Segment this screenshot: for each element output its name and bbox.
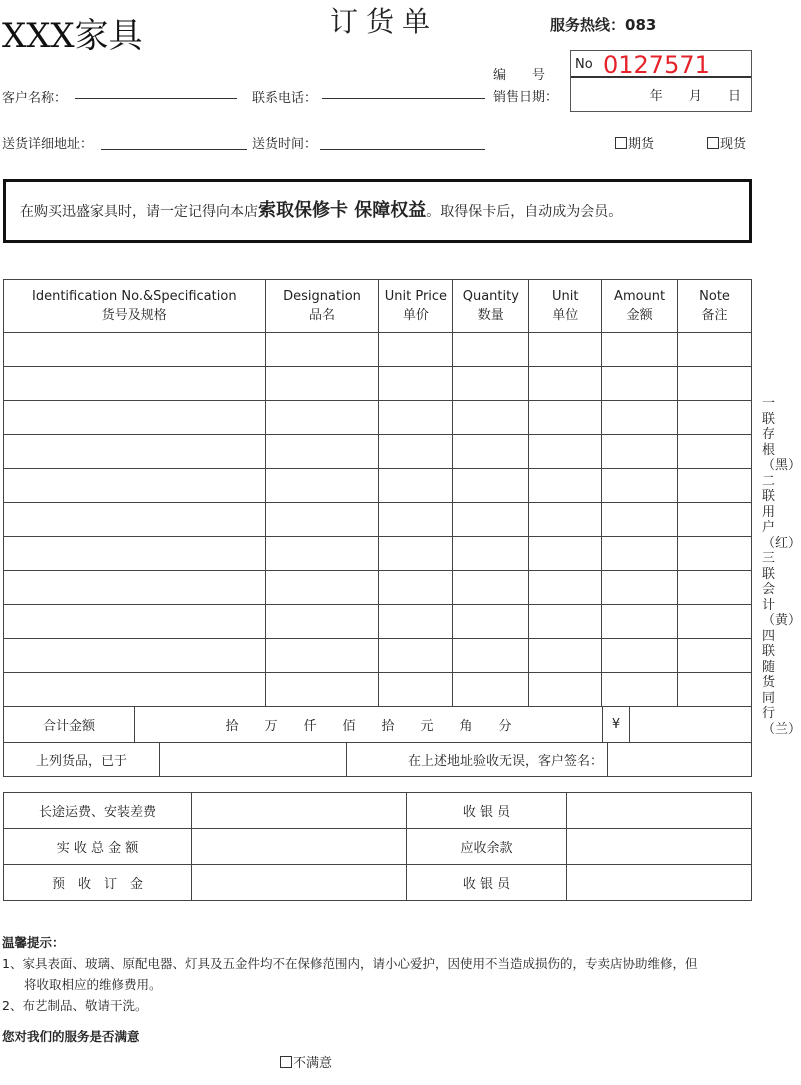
table-cell[interactable] xyxy=(529,503,602,537)
table-cell[interactable] xyxy=(453,537,529,571)
total-units[interactable]: 拾 万 仟 佰 拾 元 角 分 xyxy=(135,707,603,743)
table-cell[interactable] xyxy=(4,571,266,605)
table-cell[interactable] xyxy=(678,503,752,537)
table-cell[interactable] xyxy=(602,469,678,503)
table-cell[interactable] xyxy=(265,401,379,435)
table-cell[interactable] xyxy=(265,673,379,707)
table-cell[interactable] xyxy=(678,571,752,605)
table-cell[interactable] xyxy=(602,435,678,469)
futures-checkbox[interactable]: 期货 xyxy=(615,133,654,152)
serial-number: 0127571 xyxy=(603,51,710,79)
goods-date-field[interactable] xyxy=(160,743,347,777)
table-cell[interactable] xyxy=(4,673,266,707)
unsatisfied-checkbox[interactable]: 不满意 xyxy=(280,1052,332,1071)
table-cell[interactable] xyxy=(529,537,602,571)
col-designation: Designation 品名 xyxy=(265,280,379,333)
cashier-label: 收 银 员 xyxy=(407,793,567,829)
table-cell[interactable] xyxy=(602,333,678,367)
table-cell[interactable] xyxy=(453,401,529,435)
table-cell[interactable] xyxy=(4,639,266,673)
serial-label: 编 号 xyxy=(493,68,546,83)
table-cell[interactable] xyxy=(379,503,453,537)
long-distance-label: 长途运费、安装差费 xyxy=(4,793,192,829)
table-cell[interactable] xyxy=(4,469,266,503)
table-cell[interactable] xyxy=(379,571,453,605)
table-cell[interactable] xyxy=(4,503,266,537)
tips xyxy=(2,932,697,1047)
table-row xyxy=(4,367,752,401)
sign-label: 在上述地址验收无误，客户签名： xyxy=(347,743,608,777)
table-cell[interactable] xyxy=(379,639,453,673)
long-distance-field[interactable] xyxy=(192,793,407,829)
table-cell[interactable] xyxy=(379,537,453,571)
table-cell[interactable] xyxy=(678,639,752,673)
table-cell[interactable] xyxy=(265,503,379,537)
table-cell[interactable] xyxy=(379,469,453,503)
order-table xyxy=(3,279,752,707)
col-amount: Amount 金额 xyxy=(602,280,678,333)
table-cell[interactable] xyxy=(265,469,379,503)
page-title: 订货单 xyxy=(330,5,439,38)
table-cell[interactable] xyxy=(529,639,602,673)
receipt-table xyxy=(3,742,752,777)
table-cell[interactable] xyxy=(379,401,453,435)
table-cell[interactable] xyxy=(678,333,752,367)
tips-title: 温馨提示： xyxy=(2,935,65,950)
table-cell[interactable] xyxy=(379,367,453,401)
table-row xyxy=(4,401,752,435)
table-cell[interactable] xyxy=(379,673,453,707)
hotline: 服务热线：083 xyxy=(550,16,657,34)
table-row xyxy=(4,605,752,639)
table-row xyxy=(4,435,752,469)
table-header xyxy=(4,280,752,333)
table-cell[interactable] xyxy=(678,435,752,469)
table-cell[interactable] xyxy=(453,333,529,367)
table-cell[interactable] xyxy=(529,605,602,639)
customer-name-label: 客户名称： xyxy=(2,91,68,106)
col-unit-price: Unit Price 单价 xyxy=(379,280,453,333)
table-cell[interactable] xyxy=(529,333,602,367)
date-label: 销售日期： xyxy=(493,90,559,105)
table-row xyxy=(4,571,752,605)
address-field[interactable] xyxy=(101,149,247,150)
signature-field[interactable] xyxy=(608,743,752,777)
delivery-time-field[interactable] xyxy=(320,149,485,150)
table-cell[interactable] xyxy=(265,639,379,673)
date-field[interactable]: 年 月 日 xyxy=(649,89,741,104)
table-cell[interactable] xyxy=(602,537,678,571)
table-cell[interactable] xyxy=(602,367,678,401)
table-cell[interactable] xyxy=(678,673,752,707)
table-cell[interactable] xyxy=(4,537,266,571)
table-cell[interactable] xyxy=(529,401,602,435)
receivable-label: 应收余款 xyxy=(407,829,567,865)
table-cell[interactable] xyxy=(678,367,752,401)
col-quantity: Quantity 数量 xyxy=(453,280,529,333)
table-cell[interactable] xyxy=(678,469,752,503)
total-label: 合计金额 xyxy=(4,707,135,743)
table-cell[interactable] xyxy=(453,469,529,503)
cashier2-label: 收 银 员 xyxy=(407,865,567,901)
table-cell[interactable] xyxy=(4,333,266,367)
table-cell[interactable] xyxy=(602,639,678,673)
table-cell[interactable] xyxy=(529,367,602,401)
tip-1: 1、家具表面、玻璃、原配电器、灯具及五金件均不在保修范围内，请小心爱护，因使用不当造成损伤的，专卖店协助维修，但 xyxy=(2,956,698,971)
table-cell[interactable] xyxy=(379,333,453,367)
col-spec: Identification No.&Specification 货号及规格 xyxy=(4,280,266,333)
table-cell[interactable] xyxy=(602,571,678,605)
table-cell[interactable] xyxy=(453,571,529,605)
total-table xyxy=(3,706,752,743)
table-cell[interactable] xyxy=(453,503,529,537)
serial-prefix: No xyxy=(575,57,593,72)
table-cell[interactable] xyxy=(265,435,379,469)
table-cell[interactable] xyxy=(453,639,529,673)
table-cell[interactable] xyxy=(265,605,379,639)
table-cell[interactable] xyxy=(678,537,752,571)
phone-field[interactable] xyxy=(322,98,485,99)
customer-name-field[interactable] xyxy=(75,98,237,99)
tip-1b: 将收取相应的维修费用。 xyxy=(24,977,162,992)
goods-label: 上列货品，已于 xyxy=(4,743,160,777)
received-field[interactable] xyxy=(192,829,407,865)
tip-2: 2、布艺制品、敬请干洗。 xyxy=(2,998,148,1013)
address-label: 送货详细地址： xyxy=(2,137,94,152)
serial-box xyxy=(570,50,752,112)
table-cell[interactable] xyxy=(602,605,678,639)
table-row xyxy=(4,333,752,367)
fees-table xyxy=(3,792,752,901)
table-cell[interactable] xyxy=(453,367,529,401)
table-row xyxy=(4,673,752,707)
copy-note: 一联存根（黑）二联用户（红）三联会计（黄）四联随货同行（兰） xyxy=(762,396,801,737)
table-cell[interactable] xyxy=(678,605,752,639)
deposit-label: 预 收 订 金 xyxy=(4,865,192,901)
table-row xyxy=(4,639,752,673)
table-cell[interactable] xyxy=(529,673,602,707)
table-cell[interactable] xyxy=(602,401,678,435)
deposit-field[interactable] xyxy=(192,865,407,901)
table-cell[interactable] xyxy=(529,435,602,469)
warranty-banner: 在购买迅盛家具时，请一定记得向本店索取保修卡 保障权益。取得保卡后，自动成为会员。 xyxy=(3,179,752,243)
spot-checkbox[interactable]: 现货 xyxy=(707,133,746,152)
table-cell[interactable] xyxy=(602,503,678,537)
table-cell[interactable] xyxy=(602,673,678,707)
table-cell[interactable] xyxy=(529,571,602,605)
phone-label: 联系电话： xyxy=(252,91,318,106)
table-cell[interactable] xyxy=(453,673,529,707)
table-cell[interactable] xyxy=(379,605,453,639)
table-cell[interactable] xyxy=(265,537,379,571)
table-row xyxy=(4,503,752,537)
total-amount-field[interactable] xyxy=(630,707,752,743)
col-unit: Unit 单位 xyxy=(529,280,602,333)
receivable-field[interactable] xyxy=(567,829,752,865)
table-cell[interactable] xyxy=(678,401,752,435)
table-row xyxy=(4,537,752,571)
table-cell[interactable] xyxy=(4,605,266,639)
table-cell[interactable] xyxy=(453,605,529,639)
yuan-sign: ¥ xyxy=(603,707,630,743)
table-cell[interactable] xyxy=(4,367,266,401)
table-cell[interactable] xyxy=(4,401,266,435)
col-note: Note 备注 xyxy=(678,280,752,333)
cashier-field[interactable] xyxy=(567,793,752,829)
table-cell[interactable] xyxy=(265,333,379,367)
cashier2-field[interactable] xyxy=(567,865,752,901)
table-cell[interactable] xyxy=(265,571,379,605)
table-row xyxy=(4,469,752,503)
received-label: 实 收 总 金 额 xyxy=(4,829,192,865)
table-cell[interactable] xyxy=(453,435,529,469)
survey-title: 您对我们的服务是否满意 xyxy=(2,1029,140,1044)
table-cell[interactable] xyxy=(529,469,602,503)
company-logo: XXX家具 xyxy=(2,16,143,56)
delivery-time-label: 送货时间： xyxy=(252,137,318,152)
table-cell[interactable] xyxy=(265,367,379,401)
table-cell[interactable] xyxy=(379,435,453,469)
table-cell[interactable] xyxy=(4,435,266,469)
